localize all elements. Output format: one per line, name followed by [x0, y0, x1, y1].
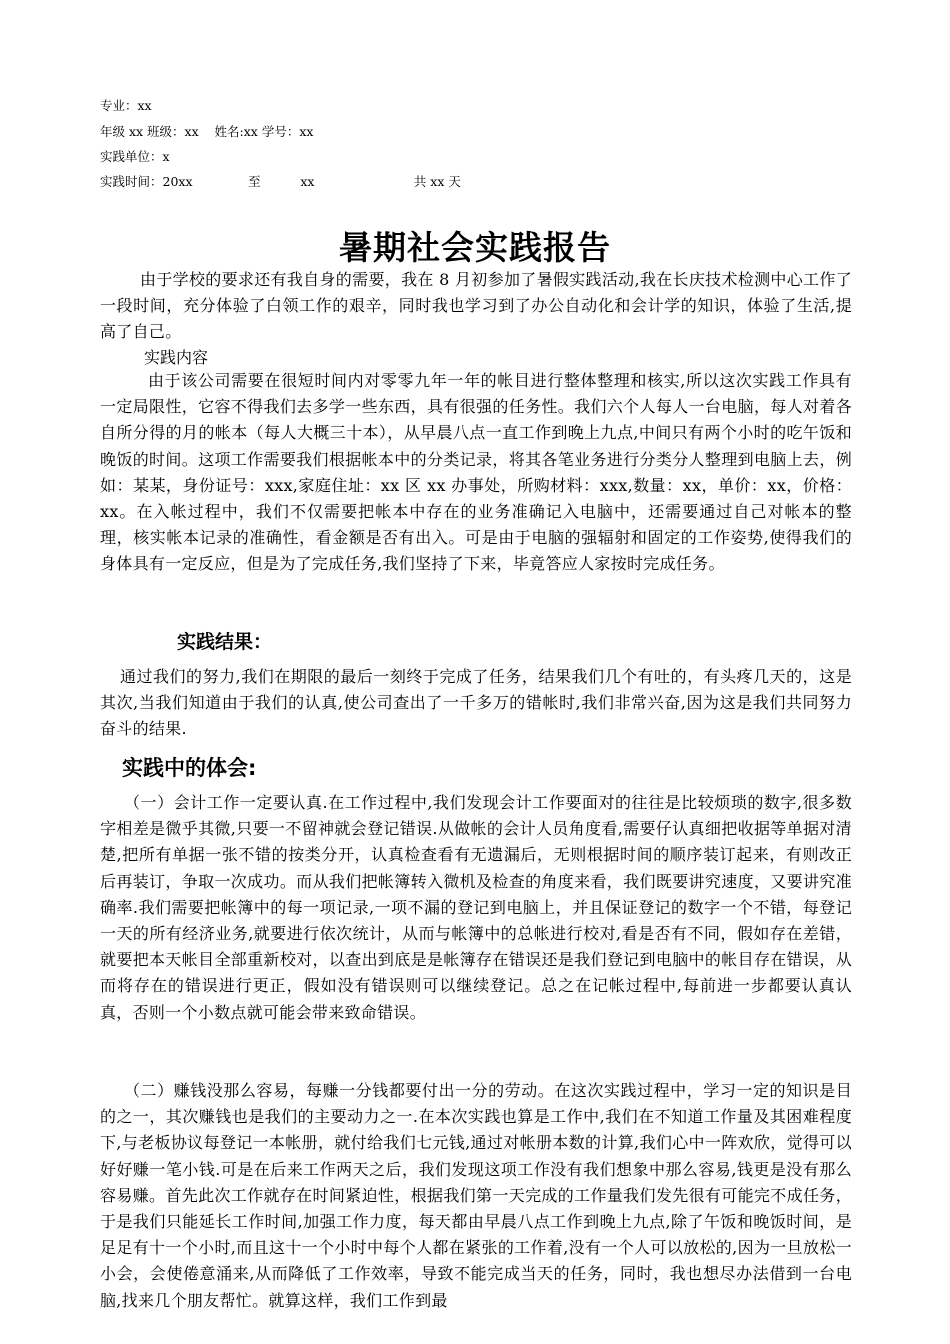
result-heading: 实践结果： [177, 631, 273, 653]
content-heading: 实践内容 [144, 348, 209, 367]
experience-paragraph-2: （二）赚钱没那么容易，每赚一分钱都要付出一分的劳动。在这次实践过程中，学习一定的知识是目的之一，其次赚钱也是我们的主要动力之一.在本次实践也算是工作中,我们在不知道工作量及其困难程度下,与老板协议每登记一本帐册，就付给我们七元钱,通过对帐册本数的计算,我们心中一阵欢欣，觉得可以好好赚一笔小钱.可是在后来工作两天之后，我们发现这项工作没有我们想象中那么容易,钱更是没有那么容易赚。首先此次工作就存在时间紧迫性，根据我们第一天完成的工作量我们发先很有可能完不成任务，于是我们只能延长工作时间,加强工作力度，每天都由早晨八点工作到晚上九点,除了午饭和晚饭时间，是足足有十一个小时,而且这十一个小时中每个人都在紧张的工作着,没有一个人可以放松的,因为一旦放松一小会，会使倦意涌来,从而降低了工作效率，导致不能完成当天的任务，同时，我也想尽办法借到一台电脑,找来几个朋友帮忙。就算这样，我们工作到最 [100, 1081, 852, 1310]
practice-unit-line: 实践单位：x [100, 149, 170, 164]
intro-paragraph: 由于学校的要求还有我自身的需要，我在 8 月初参加了暑假实践活动,我在长庆技术检测中心工作了一段时间，充分体验了白领工作的艰辛，同时我也学习到了办公自动化和会计学的知识，体验了生活,提高了自己。 [100, 270, 852, 342]
major-line: 专业：xx [100, 98, 152, 113]
report-title: 暑期社会实践报告 [339, 228, 611, 267]
grade-class-name-line: 年级 xx 班级：xx 姓名:xx 学号：xx [100, 124, 314, 139]
experience-heading: 实践中的体会: [122, 756, 257, 780]
practice-time-line: 实践时间：20xx 至 xx 共 xx 天 [100, 174, 461, 189]
result-paragraph: 通过我们的努力,我们在期限的最后一刻终于完成了任务，结果我们几个有吐的，有头疼几天的，这是其次,当我们知道由于我们的认真,使公司查出了一千多万的错帐时,我们非常兴奋,因为这是我们共同努力奋斗的结果. [100, 667, 852, 739]
experience-paragraph-1: （一）会计工作一定要认真.在工作过程中,我们发现会计工作要面对的往往是比较烦琐的数字,很多数字相差是微乎其微,只要一不留神就会登记错误.从做帐的会计人员角度看,需要仔认真细把收据等单据对清楚,把所有单据一张不错的按类分开，认真检查看有无遗漏后，无则根据时间的顺序装订起来，有则改正后再装订，争取一次成功。而从我们把帐簿转入微机及检查的角度来看，我们既要讲究速度，又要讲究准确率.我们需要把帐簿中的每一项记录,一项不漏的登记到电脑上，并且保证登记的数字一个不错，每登记一天的所有经济业务,就要进行依次统计，从而与帐簿中的总帐进行校对,看是否有不同，假如存在差错，就要把本天帐目全部重新校对，以查出到底是是帐簿存在错误还是我们登记到电脑中的帐目存在错误，从而将存在的错误进行更正，假如没有错误则可以继续登记。总之在记帐过程中,每前进一步都要认真认真，否则一个小数点就可能会带来致命错误。 [100, 793, 852, 1022]
content-paragraph: 由于该公司需要在很短时间内对零零九年一年的帐目进行整体整理和核实,所以这次实践工作具有一定局限性，它容不得我们去多学一些东西，具有很强的任务性。我们六个人每人一台电脑，每人对着各自所分得的月的帐本（每人大概三十本），从早晨八点一直工作到晚上九点,中间只有两个小时的吃午饭和晚饭的时间。这项工作需要我们根据帐本中的分类记录，将其各笔业务进行分类分人整理到电脑上去，例如：某某，身份证号：xxx,家庭住址：xx 区 xx 办事处，所购材料：xxx,数量：xx，单价：xx，价格：xx。在入帐过程中，我们不仅需要把帐本中存在的业务准确记入电脑中，还需要通过自己对帐本的整理，核实帐本记录的准确性，看金额是否有出入。可是由于电脑的强辐射和固定的工作姿势,使得我们的身体具有一定反应，但是为了完成任务,我们坚持了下来，毕竟答应人家按时完成任务。 [100, 371, 852, 574]
